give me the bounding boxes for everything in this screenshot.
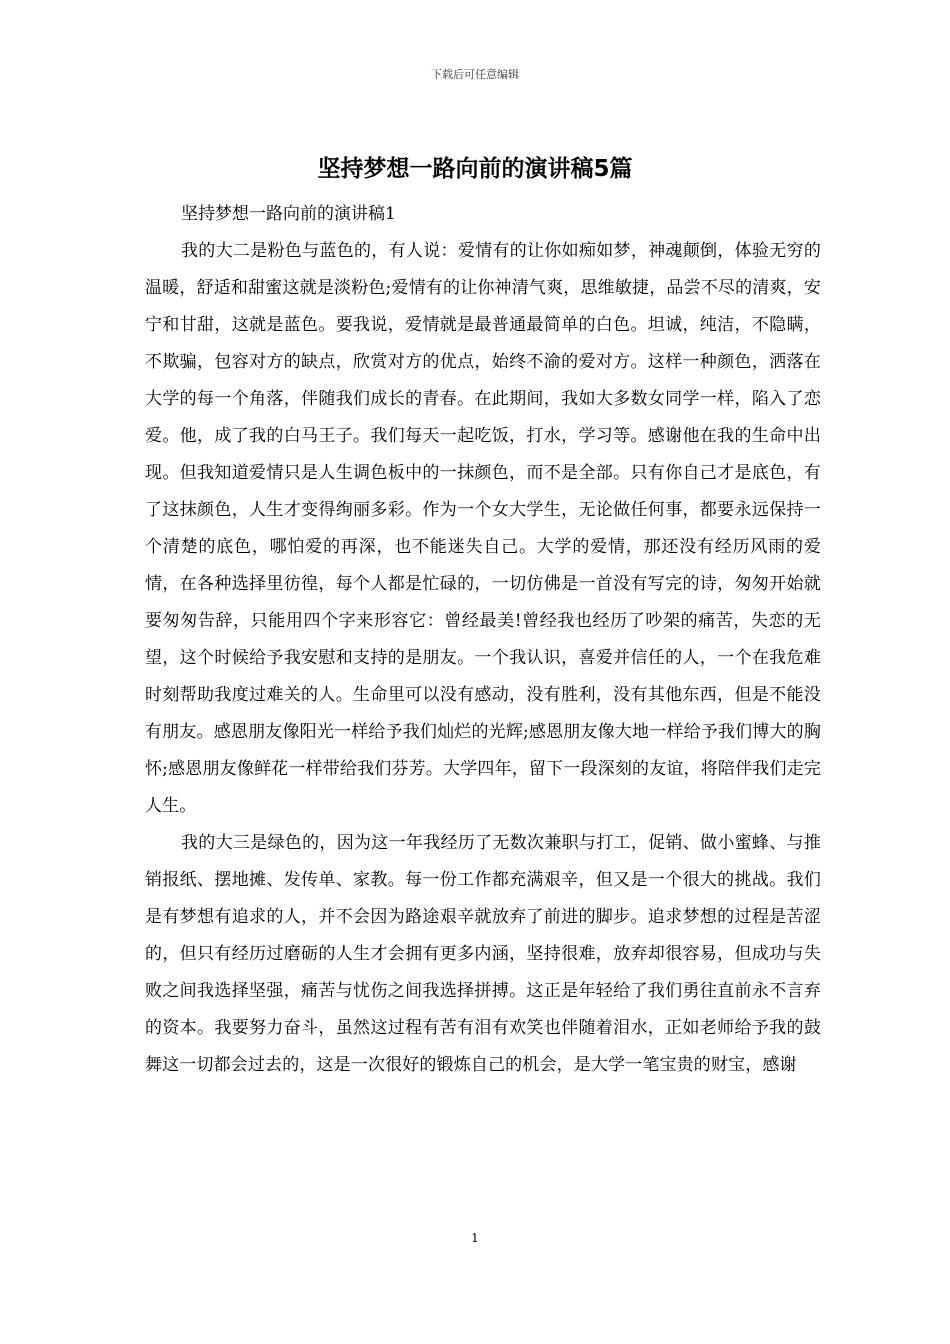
paragraph-1: 我的大二是粉色与蓝色的，有人说：爱情有的让你如痴如梦，神魂颠倒，体验无穷的温暖，舒适和甜蜜这就是淡粉色;爱情有的让你神清气爽，思维敏捷，品尝不尽的清爽，安宁和甘甜，这就是蓝色。要我说，爱情就是最普通最简单的白色。坦诚，纯洁，不隐瞒，不欺骗，包容对方的缺点，欣赏对方的优点，始终不渝的爱对方。这样一种颜色，洒落在大学的每一个角落，伴随我们成长的青春。在此期间，我如大多数女同学一样，陷入了恋爱。他，成了我的白马王子。我们每天一起吃饭，打水，学习等。感谢他在我的生命中出现。但我知道爱情只是人生调色板中的一抹颜色，而不是全部。只有你自己才是底色，有了这抹颜色，人生才变得绚丽多彩。作为一个女大学生，无论做任何事，都要永远保持一个清楚的底色，哪怕爱的再深，也不能迷失自己。大学的爱情，那还没有经历风雨的爱情，在各种选择里彷徨，每个人都是忙碌的，一切仿佛是一首没有写完的诗，匆匆开始就要匆匆告辞，只能用四个字来形容它：曾经最美!曾经我也经历了吵架的痛苦，失恋的无望，这个时候给予我安慰和支持的是朋友。一个我认识，喜爱并信任的人，一个在我危难时刻帮助我度过难关的人。生命里可以没有感动，没有胜利，没有其他东西，但是不能没有朋友。感恩朋友像阳光一样给予我们灿烂的光辉;感恩朋友像大地一样给予我们博大的胸怀;感恩朋友像鲜花一样带给我们芬芳。大学四年，留下一段深刻的友谊，将陪伴我们走完人生。 — [145, 241, 821, 816]
section-subtitle: 坚持梦想一路向前的演讲稿1 — [181, 204, 396, 224]
page-number: 1 — [471, 1231, 479, 1245]
document-title: 坚持梦想一路向前的演讲稿5篇 — [317, 156, 633, 182]
paragraph-2: 我的大三是绿色的，因为这一年我经历了无数次兼职与打工，促销、做小蜜蜂、与推销报纸、摆地摊、发传单、家教。每一份工作都充满艰辛，但又是一个很大的挑战。我们是有梦想有追求的人，并不会因为路途艰辛就放弃了前进的脚步。追求梦想的过程是苦涩的，但只有经历过磨砺的人生才会拥有更多内涵，坚持很难，放弃却很容易，但成功与失败之间我选择坚强，痛苦与忧伤之间我选择拼搏。这正是年轻给了我们勇往直前永不言弃的资本。我要努力奋斗，虽然这过程有苦有泪有欢笑也伴随着泪水，正如老师给予我的鼓舞这一切都会过去的，这是一次很好的锻炼自己的机会，是大学一笔宝贵的财宝，感谢 — [145, 833, 821, 1075]
document-body — [145, 196, 821, 1084]
header-note: 下载后可任意编辑 — [431, 68, 519, 81]
